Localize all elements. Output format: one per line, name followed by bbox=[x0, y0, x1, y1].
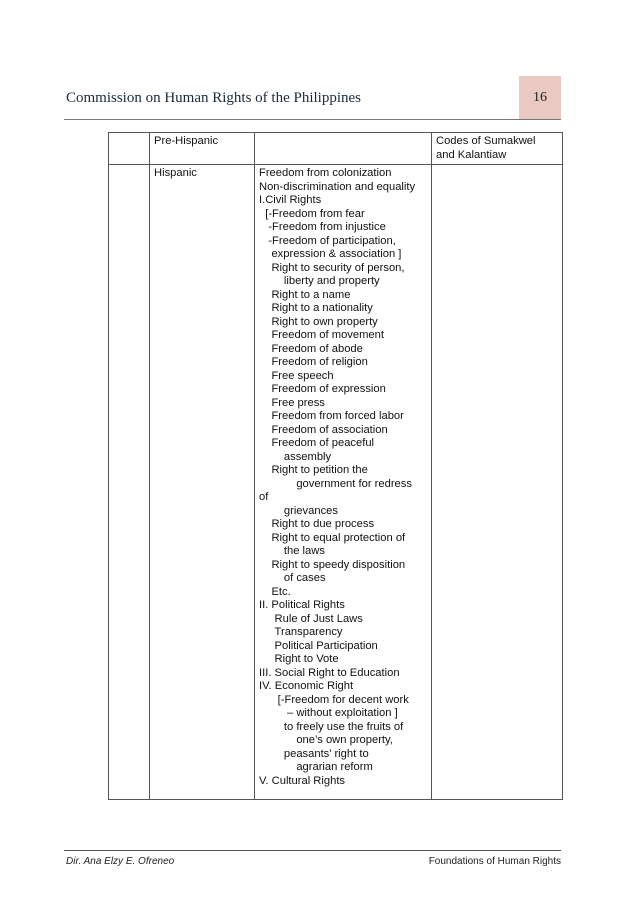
footer-author: Dir. Ana Elzy E. Ofreneo bbox=[66, 856, 175, 867]
table-cell-period: Pre-Hispanic bbox=[150, 133, 255, 165]
table-row bbox=[109, 133, 563, 165]
footer-document-title: Foundations of Human Rights bbox=[428, 856, 561, 867]
table-row bbox=[109, 165, 563, 800]
header-divider bbox=[64, 119, 561, 120]
table-cell-notes bbox=[432, 165, 563, 800]
table-cell-notes: Codes of Sumakwel and Kalantiaw bbox=[432, 133, 563, 165]
table-cell-rights bbox=[255, 133, 432, 165]
table-cell-rights: Freedom from colonization Non-discrimination and equality I.Civil Rights [-Freedom from fear -Freedom from injustice -Freedom of participation, expression & association ] Right to security of person, liberty and property Right to a name Right to a nationality Right to own property Freedom of movement Freedom of abode Freedom of religion Free speech Freedom of expression Free press Freedom from forced labor Freedom of association Freedom of peaceful assembly Right to petition the government for redress of grievances Right to due process Right to equal protection of the laws Right to speedy disposition of cases Etc. II. Political Rights Rule of Just Laws Transparency Political Participation Right to Vote III. Social Right to Education IV. Economic Right [-Freedom for decent work – without exploitation ] to freely use the fruits of one’s own property, peasants’ right to agrarian reform V. Cultural Rights bbox=[255, 165, 432, 800]
page-header-title: Commission on Human Rights of the Philippines bbox=[66, 90, 362, 106]
table-cell-blank bbox=[109, 133, 150, 165]
page-number: 16 bbox=[533, 90, 547, 105]
table-cell-period: Hispanic bbox=[150, 165, 255, 800]
footer-divider bbox=[64, 850, 561, 851]
table-cell-blank bbox=[109, 165, 150, 800]
rights-table bbox=[108, 132, 563, 800]
page-number-badge bbox=[519, 76, 561, 120]
